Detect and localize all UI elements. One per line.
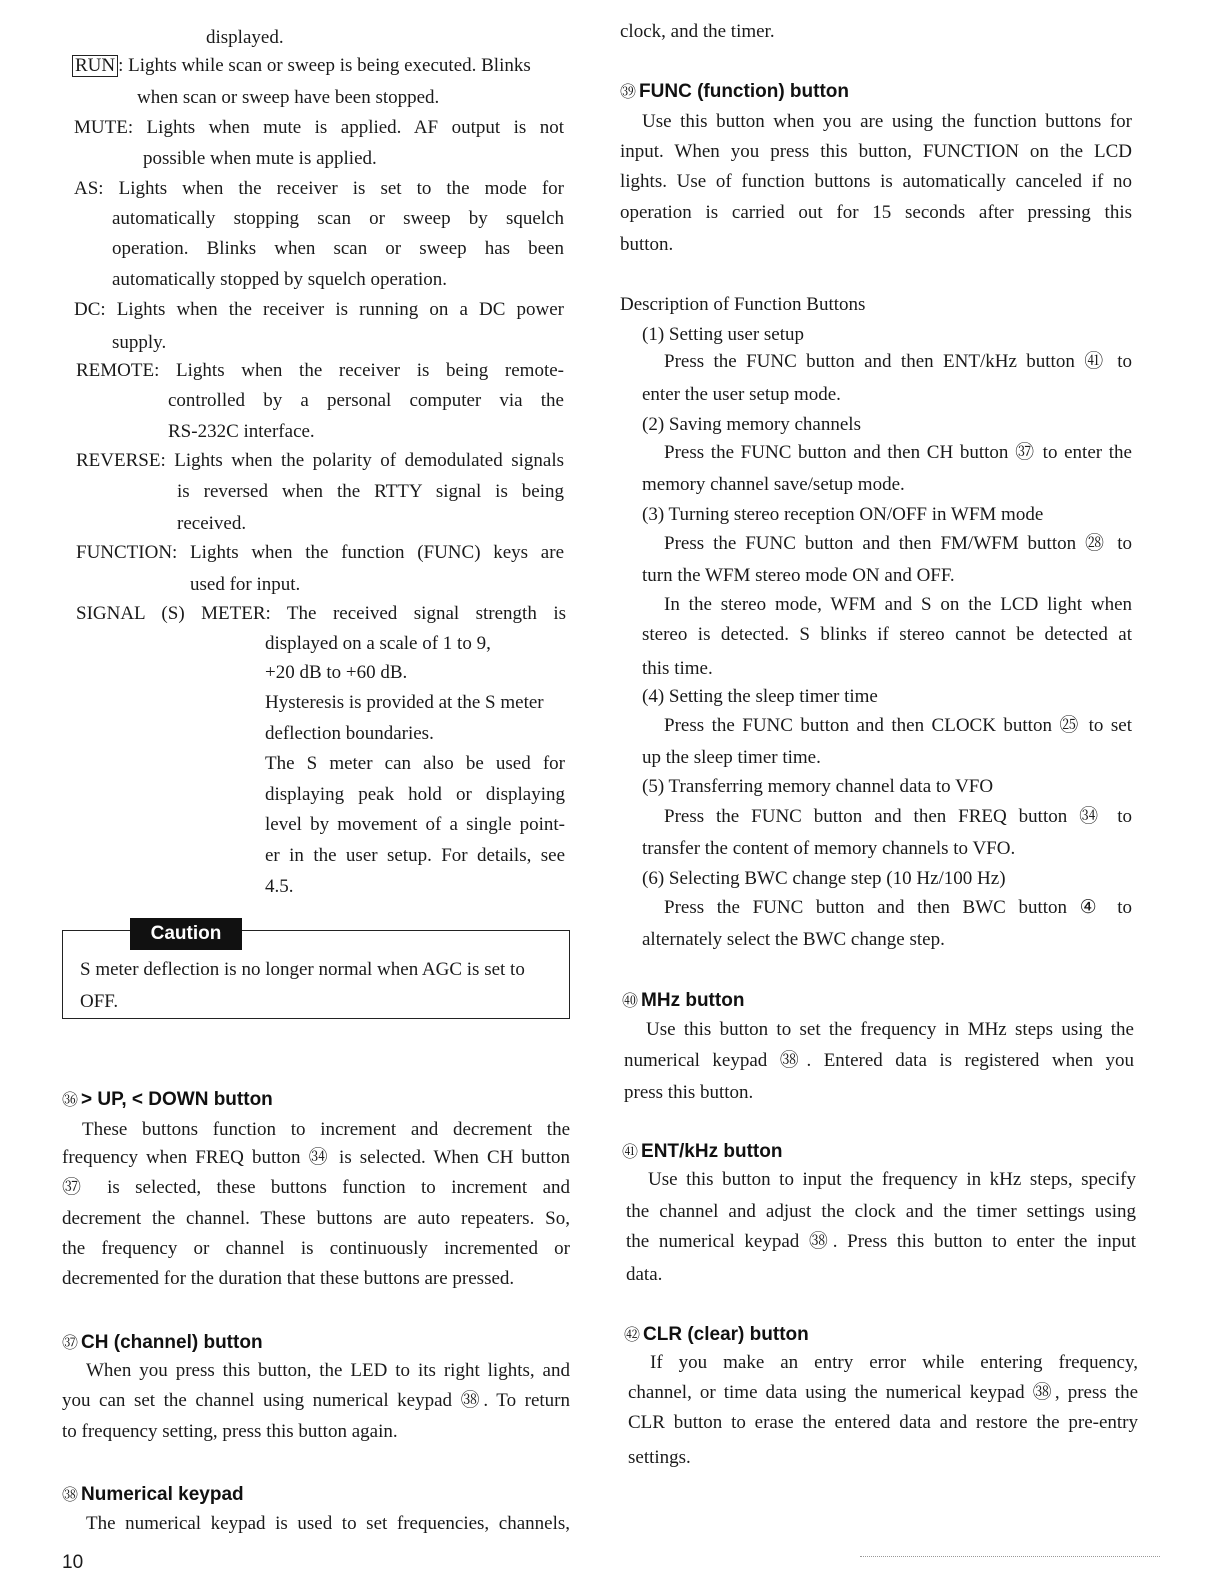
reference-number: ㊵ — [622, 991, 639, 1010]
text-line: to frequency setting, press this button again. — [62, 1421, 398, 1442]
text-line: AS: Lights when the receiver is set to the mode for — [74, 178, 564, 199]
text-line: Use this button to set the frequency in MHz steps using the — [646, 1019, 1134, 1040]
text-line: Use this button to input the frequency in kHz steps, specify — [648, 1169, 1136, 1190]
text-line: this time. — [642, 658, 713, 679]
text-line: clock, and the timer. — [620, 21, 775, 42]
text-line: Press the FUNC button and then CH button ㊲ to enter the — [664, 442, 1132, 463]
text-line: decremented for the duration that these buttons are pressed. — [62, 1268, 515, 1289]
text-line: Press the FUNC button and then ENT/kHz button ㊶ to — [664, 351, 1132, 372]
reference-number: ㊶ — [622, 1142, 639, 1161]
reference-number: ㊱ — [62, 1090, 79, 1109]
text-line: supply. — [112, 332, 167, 353]
text-line: level by movement of a single point- — [265, 814, 565, 835]
text-line: FUNCTION: Lights when the function (FUNC) keys are — [76, 542, 564, 563]
text-line: Press the FUNC button and then FREQ button ㉞ to — [664, 806, 1132, 827]
text-line: decrement the channel. These buttons are auto repeaters. So, — [62, 1208, 570, 1229]
reference-number: ㊲ — [62, 1333, 79, 1352]
text-line: the channel and adjust the clock and the timer settings using — [626, 1201, 1136, 1222]
text-line: 4.5. — [265, 876, 294, 897]
text-line: turn the WFM stereo mode ON and OFF. — [642, 565, 955, 586]
text-line: displayed on a scale of 1 to 9, — [265, 633, 491, 654]
text-line: automatically stopping scan or sweep by squelch — [112, 208, 564, 229]
text-line: operation. Blinks when scan or sweep has been — [112, 238, 564, 259]
section-heading-func: ㊴ FUNC (function) button — [620, 81, 849, 102]
caution-text: OFF. — [80, 991, 119, 1012]
text-line: used for input. — [190, 574, 301, 595]
list-item: (2) Saving memory channels — [642, 414, 861, 435]
text-line: REMOTE: Lights when the receiver is being remote- — [76, 360, 564, 381]
page-number: 10 — [62, 1552, 84, 1573]
reference-number: ㊴ — [620, 82, 637, 101]
text-line: DC: Lights when the receiver is running on a DC power — [74, 299, 564, 320]
text-line: data. — [626, 1264, 663, 1285]
text-line: er in the user setup. For details, see — [265, 845, 565, 866]
text-line: alternately select the BWC change step. — [642, 929, 945, 950]
text-line: settings. — [628, 1447, 691, 1468]
text-line: The S meter can also be used for — [265, 753, 565, 774]
text-line: RS-232C interface. — [168, 421, 315, 442]
caution-text: S meter deflection is no longer normal when AGC is set to — [80, 959, 525, 980]
text-line: If you make an entry error while entering frequency, — [650, 1352, 1138, 1373]
text-line: Use this button when you are using the function buttons for — [642, 111, 1132, 132]
text-line: the frequency or channel is continuously incremented or — [62, 1238, 570, 1259]
text-line: When you press this button, the LED to its right lights, and — [86, 1360, 570, 1381]
run-indicator-box: RUN — [72, 55, 118, 77]
text-line: The numerical keypad is used to set frequencies, channels, — [86, 1513, 570, 1534]
text-line: SIGNAL (S) METER: The received signal strength is — [76, 603, 566, 624]
section-heading-numerical-keypad: ㊳ Numerical keypad — [62, 1484, 244, 1505]
list-item: (1) Setting user setup — [642, 324, 805, 345]
scan-artifact-line — [860, 1556, 1160, 1557]
text-line: channel, or time data using the numerical keypad ㊳, press the — [628, 1382, 1138, 1403]
text-line: press this button. — [624, 1082, 754, 1103]
text-line: button. — [620, 234, 674, 255]
text-line: stereo is detected. S blinks if stereo cannot be detected at — [642, 624, 1132, 645]
text-line: memory channel save/setup mode. — [642, 474, 905, 495]
text-line: numerical keypad ㊳. Entered data is registered when you — [624, 1050, 1134, 1071]
text-line: possible when mute is applied. — [143, 148, 377, 169]
section-heading-ent-khz: ㊶ ENT/kHz button — [622, 1141, 783, 1162]
text-line: frequency when FREQ button ㉞ is selected. When CH button — [62, 1147, 570, 1168]
text-line: CLR button to erase the entered data and restore the pre-entry — [628, 1412, 1138, 1433]
text-line: Hysteresis is provided at the S meter — [265, 692, 544, 713]
subheading: Description of Function Buttons — [620, 294, 866, 315]
section-heading-clr: ㊷ CLR (clear) button — [624, 1324, 809, 1345]
text-line: received. — [177, 513, 247, 534]
text-line: controlled by a personal computer via the — [168, 390, 564, 411]
list-item: (6) Selecting BWC change step (10 Hz/100 Hz) — [642, 868, 1006, 889]
text-line: MUTE: Lights when mute is applied. AF output is not — [74, 117, 564, 138]
caution-label: Caution — [130, 918, 242, 950]
text-line: ㊲ is selected, these buttons function to increment and — [62, 1177, 570, 1198]
text-line: displaying peak hold or displaying — [265, 784, 565, 805]
text-line: is reversed when the RTTY signal is being — [177, 481, 564, 502]
text-line: automatically stopped by squelch operation. — [112, 269, 448, 290]
text-line: operation is carried out for 15 seconds after pressing this — [620, 202, 1132, 223]
text-line: deflection boundaries. — [265, 723, 434, 744]
list-item: (3) Turning stereo reception ON/OFF in WFM mode — [642, 504, 1044, 525]
text-line: you can set the channel using numerical keypad ㊳. To return — [62, 1390, 570, 1411]
text-line: up the sleep timer time. — [642, 747, 821, 768]
run-indicator-line — [72, 54, 564, 78]
text-line: Press the FUNC button and then FM/WFM button ㉘ to — [664, 533, 1132, 554]
text-line: +20 dB to +60 dB. — [265, 662, 408, 683]
section-heading-up-down: ㊱ > UP, < DOWN button — [62, 1089, 273, 1110]
reference-number: ㊳ — [62, 1485, 79, 1504]
text-line: Press the FUNC button and then BWC button ④ to — [664, 897, 1132, 918]
text-line: REVERSE: Lights when the polarity of demodulated signals — [76, 450, 564, 471]
text-line: These buttons function to increment and decrement the — [82, 1119, 570, 1140]
text-line: Press the FUNC button and then CLOCK button ㉕ to set — [664, 715, 1132, 736]
text-line: the numerical keypad ㊳. Press this button to enter the input — [626, 1231, 1136, 1252]
text-line: enter the user setup mode. — [642, 384, 841, 405]
reference-number: ㊷ — [624, 1325, 641, 1344]
text-line: displayed. — [206, 27, 284, 48]
list-item: (4) Setting the sleep timer time — [642, 686, 878, 707]
text-line: when scan or sweep have been stopped. — [137, 87, 440, 108]
section-heading-mhz: ㊵ MHz button — [622, 990, 745, 1011]
text-line: In the stereo mode, WFM and S on the LCD light when — [664, 594, 1132, 615]
text-line: lights. Use of function buttons is automatically canceled if no — [620, 171, 1132, 192]
text-line: : Lights while scan or sweep is being executed. Blinks — [118, 55, 531, 76]
section-heading-ch: ㊲ CH (channel) button — [62, 1332, 263, 1353]
text-line: input. When you press this button, FUNCTION on the LCD — [620, 141, 1132, 162]
list-item: (5) Transferring memory channel data to VFO — [642, 776, 994, 797]
text-line: transfer the content of memory channels to VFO. — [642, 838, 1016, 859]
